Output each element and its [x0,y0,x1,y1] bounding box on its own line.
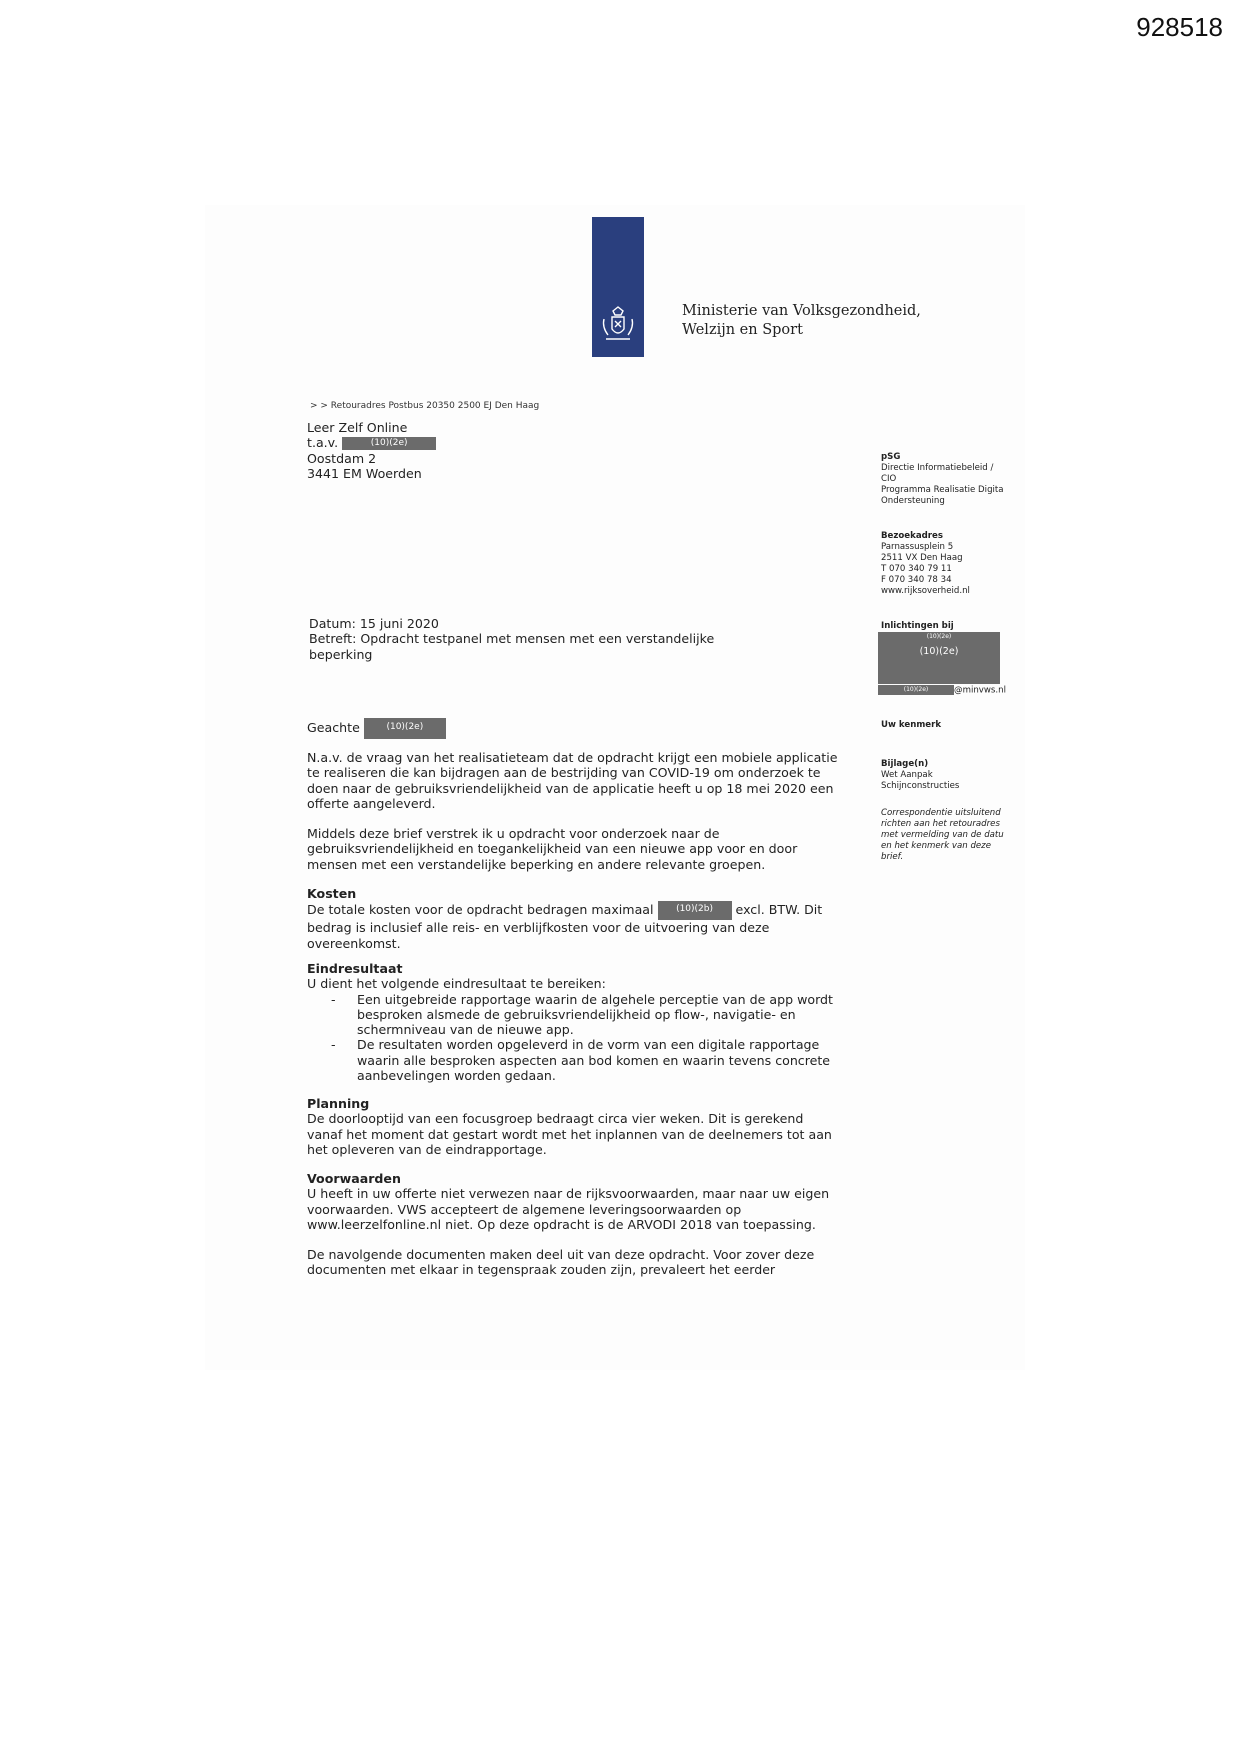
paragraph-line: N.a.v. de vraag van het realisatieteam dat de opdracht krijgt een mobiele applicatie [307,750,838,765]
ministry-name-line-1: Ministerie van Volksgezondheid, [682,303,921,319]
attachment-line: Wet Aanpak [881,770,933,780]
information-heading: Inlichtingen bij [881,621,954,631]
list-item-line: aanbevelingen worden gedaan. [357,1068,556,1084]
email-domain: @minvws.nl [954,685,1006,696]
redaction-box: (10)(2e) [364,718,446,739]
paragraph-line: overeenkomst. [307,935,401,951]
sidebar-attachments [881,759,959,792]
sidebar-reference [881,720,941,731]
paragraph-line: www.leerzelfonline.nl niet. Op deze opdracht is de ARVODI 2018 van toepassing. [307,1216,816,1232]
list-item-line: De resultaten worden opgeleverd in de vorm van een digitale rapportage [357,1037,820,1053]
paragraph-line: U heeft in uw offerte niet verwezen naar de rijksvoorwaarden, maar naar uw eigen [307,1186,830,1202]
paragraph-line: doen naar de gebruiksvriendelijkheid van de applicatie heeft u op 18 mei 2020 een [307,780,834,796]
section-conditions [307,1171,829,1232]
paragraph-documents [307,1247,814,1278]
list-item-line: waarin alle besproken aspecten aan bod komen en waarin tevens concrete [357,1052,831,1068]
paragraph-line: vanaf het moment dat gestart wordt met het inplannen van de deelnemers tot aan [307,1126,832,1142]
list-item-line: Een uitgebreide rapportage waarin de algehele perceptie van de app wordt [357,991,833,1007]
recipient-city: 3441 EM Woerden [307,465,422,481]
visit-address-line: F 070 340 78 34 [881,575,952,585]
paragraph-line: De navolgende documenten maken deel uit van deze opdracht. Voor zover deze [307,1247,815,1262]
department-line: Programma Realisatie Digita [881,485,1004,495]
attachment-heading: Bijlage(n) [881,759,929,769]
letter-meta [309,616,714,662]
correspondence-line: richten aan het retouradres [881,819,1000,829]
paragraph-request [307,750,837,811]
department-line: Ondersteuning [881,496,945,506]
visit-address-line: Parnassusplein 5 [881,542,954,552]
recipient-attn [307,435,436,450]
visit-address-line: www.rijksoverheid.nl [881,586,970,596]
paragraph-line: te realiseren die kan bijdragen aan de bestrijding van COVID-19 om onderzoek te [307,765,821,781]
redaction-box: (10)(2e) [878,685,954,695]
conditions-heading: Voorwaarden [307,1171,401,1186]
information-email [878,685,1006,697]
correspondence-line: met vermelding van de datu [881,830,1004,840]
paragraph-line: De doorlooptijd van een focusgroep bedraagt circa vier weken. Dit is gerekend [307,1111,804,1127]
letter-subject-line: beperking [309,646,373,662]
section-costs [307,886,822,951]
recipient-address [307,420,436,481]
paragraph-line: mensen met een verstandelijke beperking en andere relevante groepen. [307,856,766,872]
ministry-name-line-2: Welzijn en Sport [682,322,803,338]
ministry-name [682,302,921,340]
sidebar-correspondence-note [881,808,1004,863]
salutation [307,718,446,739]
return-address: > > Retouradres Postbus 20350 2500 EJ Den Haag [310,401,540,411]
coat-of-arms-icon [598,305,638,345]
correspondence-line: en het kenmerk van deze [881,841,991,851]
recipient-street: Oostdam 2 [307,450,377,466]
department-code: pSG [881,452,901,462]
end-result-intro: U dient het volgende eindresultaat te bereiken: [307,976,606,992]
correspondence-line: brief. [881,852,904,862]
paragraph-line: voorwaarden. VWS accepteert de algemene leveringsoorwaarden op [307,1201,742,1217]
department-line: Directie Informatiebeleid / [881,463,994,473]
redaction-box: (10)(2b) [658,901,732,920]
letter-date: Datum: 15 juni 2020 [309,616,439,631]
department-line: CIO [881,474,897,484]
list-dash: - [331,1037,336,1053]
redaction-box: (10)(2e) [342,437,436,450]
visit-address-heading: Bezoekadres [881,531,943,541]
visit-address-line: 2511 VX Den Haag [881,553,963,563]
end-result-list [307,992,833,1084]
costs-first-line [307,901,822,920]
costs-text: De totale kosten voor de opdracht bedragen maximaal [307,902,654,918]
paragraph-line: Middels deze brief verstrek ik u opdracht voor onderzoek naar de [307,826,720,841]
attn-label: t.a.v. [307,435,339,451]
reference-heading: Uw kenmerk [881,720,942,730]
list-dash: - [331,991,336,1007]
correspondence-line: Correspondentie uitsluitend [881,808,1001,818]
document-number: 928518 [1136,12,1223,42]
paragraph-line: het opleveren van de eindrapportage. [307,1141,547,1157]
paragraph-line: gebruiksvriendelijkheid en toegankelijkheid van een nieuwe app voor en door [307,841,798,857]
paragraph-line: documenten met elkaar in tegenspraak zouden zijn, prevaleert het eerder [307,1262,776,1278]
redaction-box [878,632,1000,684]
paragraph-line: bedrag is inclusief alle reis- en verblijfkosten voor de uitvoering van deze [307,920,770,936]
sidebar-visit-address [881,531,970,597]
recipient-name: Leer Zelf Online [307,420,408,435]
list-item [307,1037,833,1083]
list-item [307,992,833,1038]
end-result-heading: Eindresultaat [307,961,403,976]
section-planning [307,1096,832,1157]
list-item-line: schermniveau van de nieuwe app. [357,1022,574,1038]
planning-heading: Planning [307,1096,370,1111]
government-logo-bar [592,217,644,357]
paragraph-line: offerte aangeleverd. [307,795,436,811]
sidebar-information [881,621,954,632]
paragraph-assignment [307,826,797,872]
costs-text: excl. BTW. Dit [735,902,823,918]
attachment-line: Schijnconstructies [881,781,960,791]
sidebar-department [881,452,1004,507]
section-end-result [307,961,833,1083]
list-item-line: besproken alsmede de gebruiksvriendelijkheid op flow-, navigatie- en [357,1006,796,1022]
redaction-label: (10)(2e) [919,646,959,657]
visit-address-line: T 070 340 79 11 [881,564,952,574]
costs-heading: Kosten [307,886,357,901]
salutation-text: Geachte [307,720,360,735]
letter-subject-line: Betreft: Opdracht testpanel met mensen met een verstandelijke [309,631,715,647]
redaction-label-small: (10)(2e) [926,633,952,640]
